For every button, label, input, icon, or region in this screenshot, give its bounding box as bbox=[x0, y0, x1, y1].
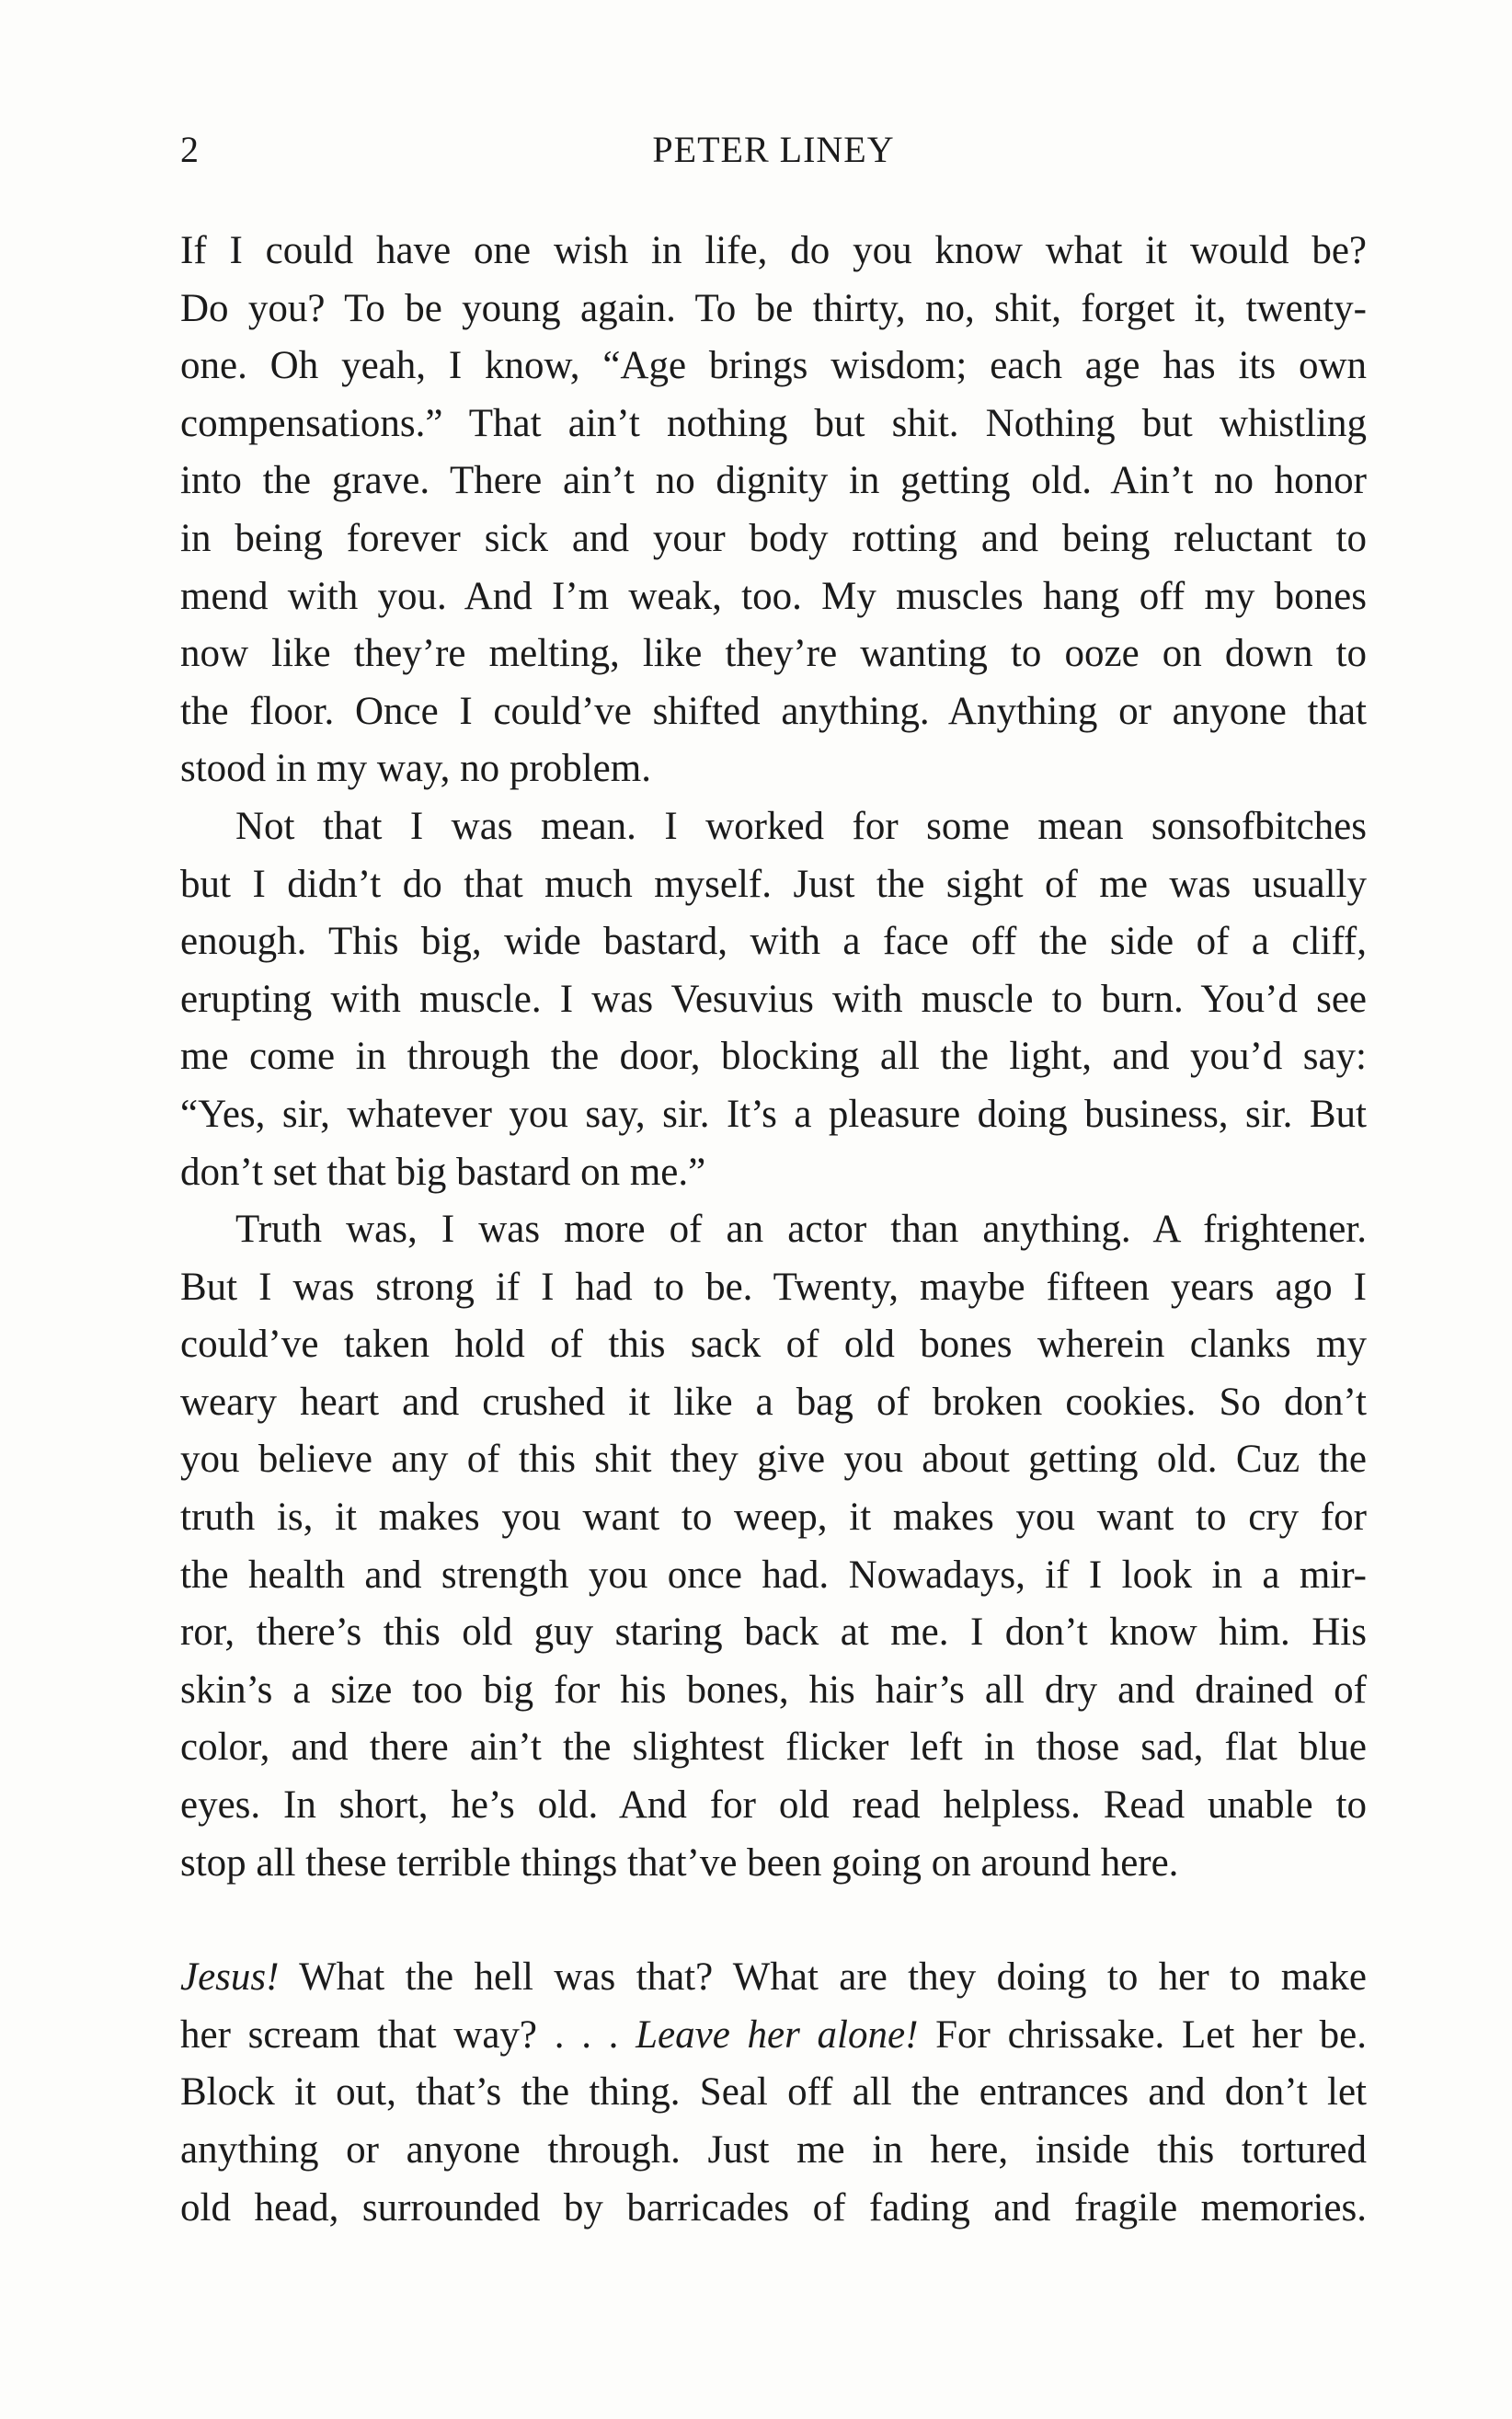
paragraph-1 bbox=[180, 223, 1367, 798]
text-line: skin’s a size too big for his bones, his hair’s all dry and drained of bbox=[180, 1668, 1367, 1712]
text-line: the health and strength you once had. Nowadays, if I look in a mir- bbox=[180, 1553, 1367, 1597]
text-line: stood in my way, no problem. bbox=[180, 747, 651, 791]
text-line: in being forever sick and your body rotting and being reluctant to bbox=[180, 516, 1367, 560]
text-line: you believe any of this shit they give you about getting old. Cuz the bbox=[180, 1438, 1367, 1482]
text-line: mend with you. And I’m weak, too. My muscles hang off my bones bbox=[180, 574, 1367, 618]
text-line: erupting with muscle. I was Vesuvius with muscle to burn. You’d see bbox=[180, 977, 1367, 1021]
text-line: color, and there ain’t the slightest flicker left in those sad, flat blue bbox=[180, 1725, 1367, 1770]
page-number: 2 bbox=[180, 129, 199, 170]
text-line: ror, there’s this old guy staring back at me. I don’t know him. His bbox=[180, 1611, 1367, 1655]
text-line: truth is, it makes you want to weep, it makes you want to cry for bbox=[180, 1496, 1367, 1540]
text-line: Block it out, that’s the thing. Seal off all the entrances and don’t let bbox=[180, 2070, 1367, 2115]
inline-text: her scream that way? . . . bbox=[180, 2012, 636, 2057]
text-line bbox=[180, 2007, 1367, 2065]
text-line: stop all these terrible things that’ve been going on around here. bbox=[180, 1840, 1179, 1885]
text-line: But I was strong if I had to be. Twenty, maybe fifteen years ago I bbox=[180, 1265, 1367, 1309]
italic-text: Jesus! bbox=[180, 1955, 280, 2000]
text-line bbox=[180, 1949, 1367, 2007]
text-line: old head, surrounded by barricades of fading and fragile memories. bbox=[180, 2185, 1367, 2230]
paragraph-4 bbox=[180, 1949, 1367, 2237]
text-line: don’t set that big bastard on me.” bbox=[180, 1150, 706, 1194]
paragraph-2 bbox=[180, 798, 1367, 1201]
running-head bbox=[180, 127, 1367, 173]
italic-text: Leave her alone! bbox=[636, 2012, 919, 2057]
text-line: now like they’re melting, like they’re wanting to ooze on down to bbox=[180, 632, 1367, 676]
text-line: weary heart and crushed it like a bag of broken cookies. So don’t bbox=[180, 1380, 1367, 1424]
text-line: could’ve taken hold of this sack of old bones wherein clanks my bbox=[180, 1323, 1367, 1367]
text-line: but I didn’t do that much myself. Just the sight of me was usually bbox=[180, 862, 1367, 906]
text-line: enough. This big, wide bastard, with a face off the side of a cliff, bbox=[180, 920, 1367, 964]
text-line: one. Oh yeah, I know, “Age brings wisdom; each age has its own bbox=[180, 344, 1367, 388]
inline-text: What the hell was that? What are they doing to her to make bbox=[279, 1955, 1367, 2000]
paragraph-3 bbox=[180, 1201, 1367, 1892]
text-line: the floor. Once I could’ve shifted anything. Anything or anyone that bbox=[180, 689, 1367, 733]
text-line: “Yes, sir, whatever you say, sir. It’s a pleasure doing business, sir. But bbox=[180, 1092, 1367, 1136]
section-break bbox=[180, 1892, 1367, 1949]
text-line: Not that I was mean. I worked for some mean sonsofbitches bbox=[235, 804, 1367, 848]
text-line: compensations.” That ain’t nothing but shit. Nothing but whistling bbox=[180, 401, 1367, 445]
text-line: anything or anyone through. Just me in here, inside this tortured bbox=[180, 2128, 1367, 2172]
text-line: me come in through the door, blocking all the light, and you’d say: bbox=[180, 1035, 1367, 1079]
text-line: Truth was, I was more of an actor than anything. A frightener. bbox=[235, 1208, 1367, 1252]
text-line: Do you? To be young again. To be thirty, no, shit, forget it, twenty- bbox=[180, 286, 1367, 330]
inline-text: For chrissake. Let her be. bbox=[918, 2012, 1367, 2057]
text-line: If I could have one wish in life, do you know what it would be? bbox=[180, 229, 1367, 272]
running-head-title: PETER LINEY bbox=[652, 129, 895, 170]
text-line: into the grave. There ain’t no dignity in getting old. Ain’t no honor bbox=[180, 459, 1367, 503]
body-text bbox=[180, 223, 1367, 2237]
text-line: eyes. In short, he’s old. And for old read helpless. Read unable to bbox=[180, 1783, 1367, 1828]
